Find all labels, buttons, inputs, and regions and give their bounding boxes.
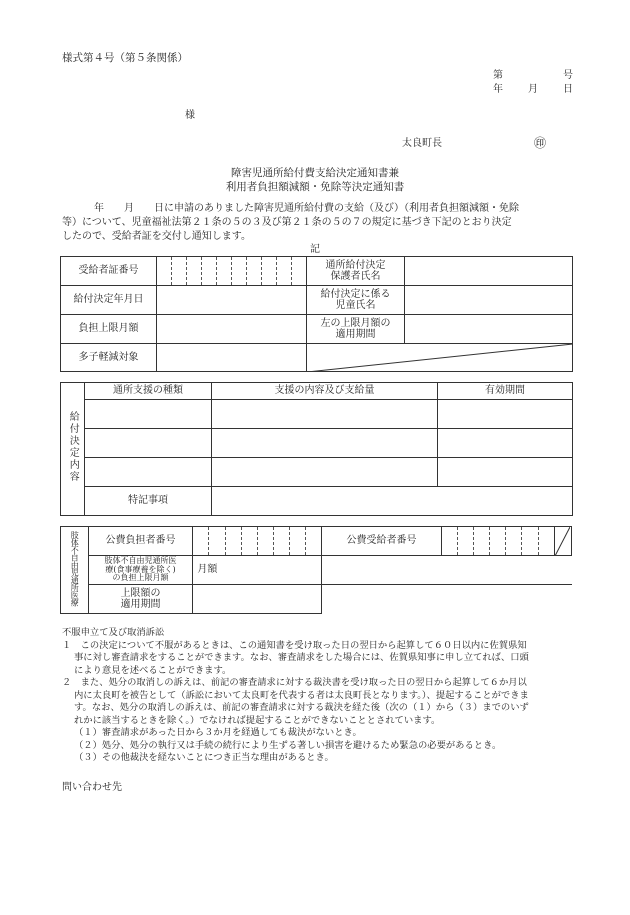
public-payer-digit[interactable] <box>306 527 322 556</box>
recipient-digit[interactable] <box>247 257 262 286</box>
medical-limit-period-label: 上限額の 適用期間 <box>88 585 193 614</box>
form-number: 様式第４号（第５条関係） <box>62 52 188 64</box>
public-payer-digit[interactable] <box>289 527 305 556</box>
recipient-digit[interactable] <box>262 257 277 286</box>
content-amount-cell[interactable] <box>212 458 438 487</box>
recipient-digit[interactable] <box>292 257 307 286</box>
title-line-2: 利用者負担額減額・免除等決定通知書 <box>225 181 405 193</box>
public-payer-digit[interactable] <box>241 527 257 556</box>
benefit-content-table <box>60 382 573 516</box>
medical-side-label: 肢体不自由児通所医療 <box>61 527 89 614</box>
recipient-digit[interactable] <box>277 257 292 286</box>
note-1-line-b: 事に対し審査請求をすることができます。なお、審査請求をした場合には、佐賀県知事に申し立てれば、口頭 <box>74 652 529 663</box>
medical-limit-blank <box>322 556 572 585</box>
public-payer-digit[interactable] <box>225 527 241 556</box>
medical-limit-period-blank <box>322 585 572 614</box>
note-sub-2: （２）処分、処分の執行又は手続の続行により生ずる著しい損害を避けるため緊急の必要があるとき。 <box>74 739 502 751</box>
guardian-name-label: 通所給付決定 保護者氏名 <box>307 257 405 286</box>
addressee-honorific: 様 <box>185 110 195 121</box>
valid-period-cell[interactable] <box>438 429 573 458</box>
note-2-line-d: れかに該当するときを除く。）でなければ提起することができないこととされています。 <box>74 714 441 726</box>
note-2-line-a: ２ また、処分の取消しの訴えは、前記の審査請求に対する裁決書を受け取った日の翌日から起算して６か月以 <box>62 677 527 688</box>
body-line-3: したので、受給者証を交付し通知します。 <box>62 231 251 242</box>
medical-table <box>60 526 572 614</box>
note-2-line-b: 内に太良町を被告として（訴訟において太良町を代表する者は太良町長となります。）、提起することができま <box>74 689 529 701</box>
content-amount-header: 支援の内容及び支給量 <box>212 383 438 400</box>
public-payer-digit[interactable] <box>193 527 209 556</box>
doc-number-prefix: 第 <box>493 70 503 81</box>
note-sub-1: （１）審査請求があった日から３か月を経過しても裁決がないとき。 <box>74 727 362 738</box>
recipient-digit[interactable] <box>202 257 217 286</box>
limit-period-label: 左の上限月額の 適用期間 <box>307 315 405 344</box>
public-payer-digit[interactable] <box>257 527 273 556</box>
decision-date-field[interactable] <box>157 286 307 315</box>
public-recipient-digit[interactable] <box>490 527 506 556</box>
void-diagonal-line <box>555 527 570 556</box>
recipient-digit[interactable] <box>217 257 232 286</box>
title-line-1: 障害児通所給付費支給決定通知書兼 <box>231 167 399 179</box>
seal-mark: ㊞ <box>534 136 547 150</box>
body-line-1: 年 月 日に申請のありました障害児通所給付費の支給（及び）（利用者負担額減額・免除 <box>94 203 519 214</box>
limit-monthly-label: 負担上限月額 <box>61 315 157 344</box>
public-recipient-number-label: 公費受給者番号 <box>322 527 442 556</box>
service-type-cell[interactable] <box>85 429 212 458</box>
contact-label: 問い合わせ先 <box>62 782 122 793</box>
note-1-line-c: により意見を述べることができます。 <box>74 664 232 676</box>
doc-number-suffix: 号 <box>563 70 573 81</box>
valid-period-header: 有効期間 <box>438 383 573 400</box>
multi-child-field[interactable] <box>157 344 307 372</box>
ki-label: 記 <box>310 244 320 255</box>
issuer-name: 太良町長 <box>402 138 442 149</box>
special-notes-label: 特記事項 <box>85 487 212 516</box>
medical-limit-label: 肢体不自由児通所医 療(食事療養を除く) の負担上限月額 <box>88 556 193 585</box>
child-name-field[interactable] <box>405 286 573 315</box>
service-type-header: 通所支援の種類 <box>85 383 212 400</box>
medical-limit-field[interactable]: 月額 <box>193 556 322 585</box>
recipient-number-label: 受給者証番号 <box>61 257 157 286</box>
special-notes-field[interactable] <box>212 487 573 516</box>
public-recipient-digit[interactable] <box>474 527 490 556</box>
date-year: 年 <box>493 84 503 95</box>
content-amount-cell[interactable] <box>212 429 438 458</box>
public-recipient-digit[interactable] <box>538 527 554 556</box>
public-payer-digit[interactable] <box>209 527 225 556</box>
decision-table <box>60 256 573 372</box>
public-recipient-digit[interactable] <box>458 527 474 556</box>
decision-date-label: 給付決定年月日 <box>61 286 157 315</box>
date-month: 月 <box>528 84 538 95</box>
notes-heading: 不服申立て及び取消訴訟 <box>62 627 165 638</box>
recipient-digit[interactable] <box>157 257 172 286</box>
note-2-line-c: す。なお、処分の取消しの訴えは、前記の審査請求に対する裁決を経た後（次の（１）から（３）までのいず <box>74 702 529 713</box>
valid-period-cell[interactable] <box>438 400 573 429</box>
child-name-label: 給付決定に係る 児童氏名 <box>307 286 405 315</box>
service-type-cell[interactable] <box>85 400 212 429</box>
date-day: 日 <box>563 84 573 95</box>
public-payer-number-label: 公費負担者番号 <box>88 527 193 556</box>
note-1-line-a: １ この決定について不服があるときは、この通知書を受け取った日の翌日から起算して６０日以内に佐賀県知 <box>62 639 527 651</box>
valid-period-cell[interactable] <box>438 458 573 487</box>
service-type-cell[interactable] <box>85 458 212 487</box>
public-recipient-void-cell <box>554 527 571 556</box>
limit-monthly-field[interactable] <box>157 315 307 344</box>
medical-limit-period-field[interactable] <box>193 585 322 614</box>
note-sub-3: （３）その他裁決を経ないことにつき正当な理由があるとき。 <box>74 752 334 763</box>
recipient-digit[interactable] <box>187 257 202 286</box>
void-diagonal-line <box>307 344 573 372</box>
public-recipient-digit[interactable] <box>441 527 457 556</box>
multi-child-label: 多子軽減対象 <box>61 344 157 372</box>
body-line-2: 等）について、児童福祉法第２１条の５の３及び第２１条の５の７の規定に基づき下記のとおり決定 <box>62 217 512 228</box>
guardian-name-field[interactable] <box>405 257 573 286</box>
limit-period-field[interactable] <box>405 315 573 344</box>
multi-child-void-cell <box>307 344 573 372</box>
benefit-content-side-label: 給付決定内容 <box>61 383 85 516</box>
public-recipient-digit[interactable] <box>522 527 538 556</box>
public-recipient-digit[interactable] <box>506 527 522 556</box>
recipient-digit[interactable] <box>232 257 247 286</box>
recipient-digit[interactable] <box>172 257 187 286</box>
content-amount-cell[interactable] <box>212 400 438 429</box>
appeal-notes <box>62 627 582 765</box>
public-payer-digit[interactable] <box>273 527 289 556</box>
